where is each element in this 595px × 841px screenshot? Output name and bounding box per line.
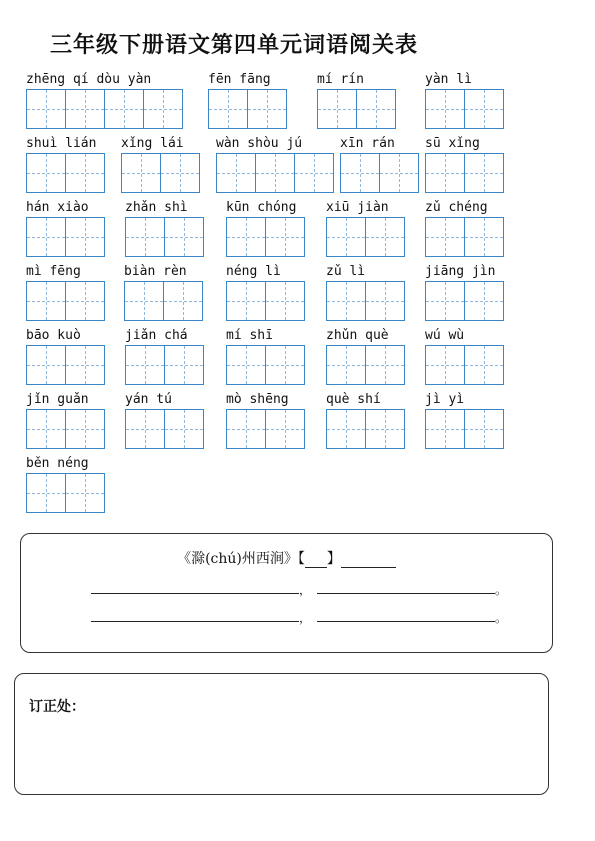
writing-cell[interactable] <box>356 89 396 129</box>
writing-cell[interactable] <box>340 153 380 193</box>
writing-boxes <box>326 281 404 321</box>
correction-label: 订正处： <box>29 699 85 715</box>
writing-boxes <box>26 217 104 257</box>
writing-cell[interactable] <box>65 153 105 193</box>
writing-cell[interactable] <box>464 281 504 321</box>
writing-cell[interactable] <box>104 89 144 129</box>
correction-panel[interactable] <box>14 673 549 795</box>
writing-boxes <box>226 345 304 385</box>
writing-boxes <box>340 153 418 193</box>
pinyin-label: hán xiào <box>26 200 89 215</box>
writing-cell[interactable] <box>425 409 465 449</box>
writing-boxes <box>226 281 304 321</box>
writing-cell[interactable] <box>464 409 504 449</box>
writing-cell[interactable] <box>265 281 305 321</box>
writing-cell[interactable] <box>425 217 465 257</box>
writing-boxes <box>26 281 104 321</box>
pinyin-label: mò shēng <box>226 392 289 407</box>
writing-cell[interactable] <box>226 217 266 257</box>
writing-cell[interactable] <box>164 409 204 449</box>
writing-cell[interactable] <box>326 281 366 321</box>
writing-boxes <box>425 345 503 385</box>
pinyin-label: néng lì <box>226 264 281 279</box>
writing-cell[interactable] <box>26 217 66 257</box>
poem-title: 《滁(chú)州西涧》【 <box>177 551 305 567</box>
writing-cell[interactable] <box>65 473 105 513</box>
writing-cell[interactable] <box>26 409 66 449</box>
pinyin-label: biàn rèn <box>124 264 187 279</box>
writing-cell[interactable] <box>255 153 295 193</box>
writing-cell[interactable] <box>247 89 287 129</box>
writing-boxes <box>326 217 404 257</box>
writing-cell[interactable] <box>65 345 105 385</box>
writing-cell[interactable] <box>226 345 266 385</box>
pinyin-label: zhǎn shì <box>125 200 188 215</box>
writing-cell[interactable] <box>365 281 405 321</box>
period: 。 <box>495 583 508 597</box>
writing-cell[interactable] <box>326 217 366 257</box>
writing-cell[interactable] <box>464 89 504 129</box>
poem-title-row <box>21 548 552 568</box>
pinyin-label: xīn rán <box>340 136 395 151</box>
pinyin-label: yán tú <box>125 392 172 407</box>
writing-cell[interactable] <box>265 217 305 257</box>
writing-cell[interactable] <box>26 153 66 193</box>
poem-line-1-b[interactable] <box>317 579 495 594</box>
writing-cell[interactable] <box>326 409 366 449</box>
writing-boxes <box>26 409 104 449</box>
pinyin-label: sū xǐng <box>425 136 480 151</box>
writing-boxes <box>26 89 182 129</box>
writing-cell[interactable] <box>365 217 405 257</box>
pinyin-label: fēn fāng <box>208 72 271 87</box>
writing-cell[interactable] <box>164 217 204 257</box>
writing-cell[interactable] <box>163 281 203 321</box>
writing-cell[interactable] <box>164 345 204 385</box>
pinyin-label: zǔ lì <box>326 264 366 279</box>
writing-cell[interactable] <box>125 217 165 257</box>
pinyin-label: xǐng lái <box>121 136 184 151</box>
writing-boxes <box>26 345 104 385</box>
writing-boxes <box>216 153 333 193</box>
writing-boxes <box>425 281 503 321</box>
bracket-close: 】 <box>326 551 341 567</box>
pinyin-label: xiū jiàn <box>326 200 389 215</box>
page-title: 三年级下册语文第四单元词语阅关表 <box>50 32 419 58</box>
writing-boxes <box>425 409 503 449</box>
writing-cell[interactable] <box>317 89 357 129</box>
poem-line-2 <box>91 607 511 623</box>
writing-boxes <box>125 409 203 449</box>
writing-boxes <box>226 409 304 449</box>
writing-cell[interactable] <box>379 153 419 193</box>
pinyin-label: jiǎn chá <box>125 328 188 343</box>
writing-cell[interactable] <box>425 89 465 129</box>
writing-cell[interactable] <box>65 217 105 257</box>
writing-cell[interactable] <box>464 345 504 385</box>
writing-cell[interactable] <box>464 153 504 193</box>
writing-cell[interactable] <box>65 89 105 129</box>
writing-cell[interactable] <box>294 153 334 193</box>
pinyin-label: wú wù <box>425 328 465 343</box>
writing-boxes <box>208 89 286 129</box>
writing-boxes <box>26 473 104 513</box>
pinyin-label: zǔ chéng <box>425 200 488 215</box>
pinyin-label: yàn lì <box>425 72 472 87</box>
writing-cell[interactable] <box>125 345 165 385</box>
writing-boxes <box>326 345 404 385</box>
author-dynasty-blank[interactable] <box>305 553 327 568</box>
writing-cell[interactable] <box>265 409 305 449</box>
poem-line-2-a[interactable] <box>91 607 299 622</box>
writing-cell[interactable] <box>365 409 405 449</box>
writing-cell[interactable] <box>425 153 465 193</box>
writing-cell[interactable] <box>216 153 256 193</box>
pinyin-label: kūn chóng <box>226 200 297 215</box>
writing-boxes <box>226 217 304 257</box>
pinyin-label: zhǔn què <box>326 328 389 343</box>
pinyin-label: shuì lián <box>26 136 97 151</box>
writing-cell[interactable] <box>226 409 266 449</box>
writing-boxes <box>121 153 199 193</box>
author-blank[interactable] <box>341 553 396 568</box>
pinyin-label: mí rín <box>317 72 364 87</box>
writing-cell[interactable] <box>464 217 504 257</box>
pinyin-label: mí shī <box>226 328 273 343</box>
comma: ， <box>299 583 312 597</box>
writing-cell[interactable] <box>65 409 105 449</box>
writing-cell[interactable] <box>26 89 66 129</box>
writing-cell[interactable] <box>125 409 165 449</box>
writing-cell[interactable] <box>143 89 183 129</box>
writing-cell[interactable] <box>26 473 66 513</box>
writing-cell[interactable] <box>121 153 161 193</box>
pinyin-label: zhēng qí dòu yàn <box>26 72 152 87</box>
poem-panel <box>20 533 553 653</box>
poem-line-2-b[interactable] <box>317 607 495 622</box>
writing-cell[interactable] <box>226 281 266 321</box>
writing-cell[interactable] <box>26 281 66 321</box>
pinyin-label: wàn shòu jú <box>216 136 303 151</box>
writing-boxes <box>425 217 503 257</box>
writing-boxes <box>425 89 503 129</box>
writing-cell[interactable] <box>365 345 405 385</box>
writing-cell[interactable] <box>326 345 366 385</box>
writing-boxes <box>124 281 202 321</box>
pinyin-label: què shí <box>326 392 381 407</box>
writing-boxes <box>125 217 203 257</box>
writing-boxes <box>425 153 503 193</box>
poem-line-1-a[interactable] <box>91 579 299 594</box>
pinyin-label: bāo kuò <box>26 328 81 343</box>
pinyin-label: jì yì <box>425 392 465 407</box>
writing-cell[interactable] <box>425 281 465 321</box>
pinyin-label: jǐn guǎn <box>26 392 89 407</box>
pinyin-label: mì fēng <box>26 264 81 279</box>
writing-cell[interactable] <box>65 281 105 321</box>
period: 。 <box>495 611 508 625</box>
writing-boxes <box>125 345 203 385</box>
pinyin-label: jiāng jìn <box>425 264 496 279</box>
writing-boxes <box>326 409 404 449</box>
writing-cell[interactable] <box>160 153 200 193</box>
writing-cell[interactable] <box>26 345 66 385</box>
comma: ， <box>299 611 312 625</box>
pinyin-label: běn néng <box>26 456 89 471</box>
writing-cell[interactable] <box>124 281 164 321</box>
writing-cell[interactable] <box>425 345 465 385</box>
writing-boxes <box>317 89 395 129</box>
writing-cell[interactable] <box>208 89 248 129</box>
poem-line-1 <box>91 579 511 595</box>
writing-boxes <box>26 153 104 193</box>
writing-cell[interactable] <box>265 345 305 385</box>
